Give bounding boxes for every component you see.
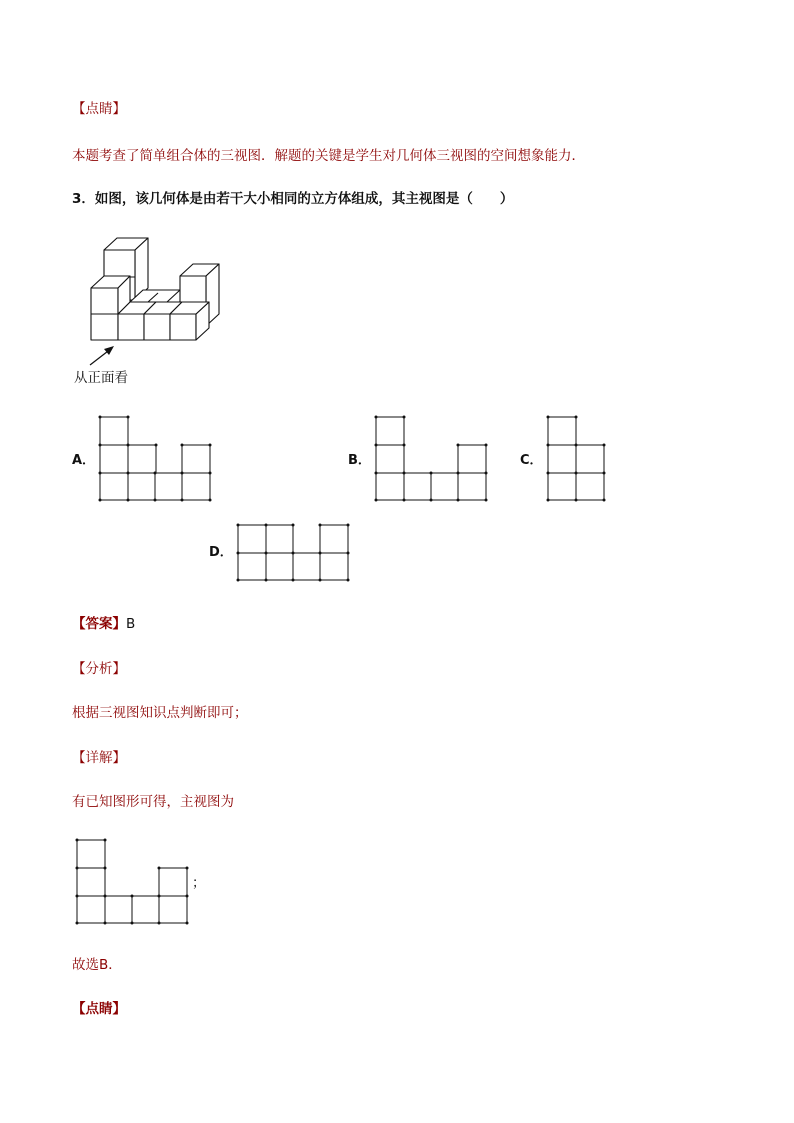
analysis-text: 根据三视图知识点判断即可； xyxy=(72,705,248,721)
option-b-figure[interactable] xyxy=(376,417,488,501)
answer-line xyxy=(72,615,135,633)
option-d-figure[interactable] xyxy=(238,525,350,583)
option-a-figure[interactable] xyxy=(100,417,212,501)
dianjing-heading-2: 【点睛】 xyxy=(72,1001,126,1017)
dianjing-heading-1: 【点睛】 xyxy=(72,101,126,117)
option-d-label[interactable]: D． xyxy=(209,545,233,560)
cube-stack xyxy=(91,238,219,340)
option-c-label[interactable]: C． xyxy=(520,453,543,468)
question-text: 3．如图，该几何体是由若干大小相同的立方体组成，其主视图是（ ） xyxy=(72,191,514,207)
option-b-label[interactable]: B． xyxy=(348,453,371,468)
summary-text-1: 本题考查了简单组合体的三视图．解题的关键是学生对几何体三视图的空间想象能力． xyxy=(72,148,585,164)
option-c-figure[interactable] xyxy=(548,417,606,501)
analysis-heading: 【分析】 xyxy=(72,661,126,677)
front-view-figure xyxy=(77,840,189,924)
cube-figure xyxy=(70,225,240,375)
detail-text: 有已知图形可得，主视图为 xyxy=(72,794,234,810)
answer-value: B xyxy=(126,616,136,632)
conclusion-text: 故选B． xyxy=(72,957,122,973)
answer-tag: 【答案】 xyxy=(72,616,126,632)
detail-semicolon: ； xyxy=(192,875,206,891)
view-arrow-icon xyxy=(90,346,114,365)
detail-heading: 【详解】 xyxy=(72,750,126,766)
figure-caption: 从正面看 xyxy=(74,370,128,386)
option-a-label[interactable]: A． xyxy=(72,453,96,468)
